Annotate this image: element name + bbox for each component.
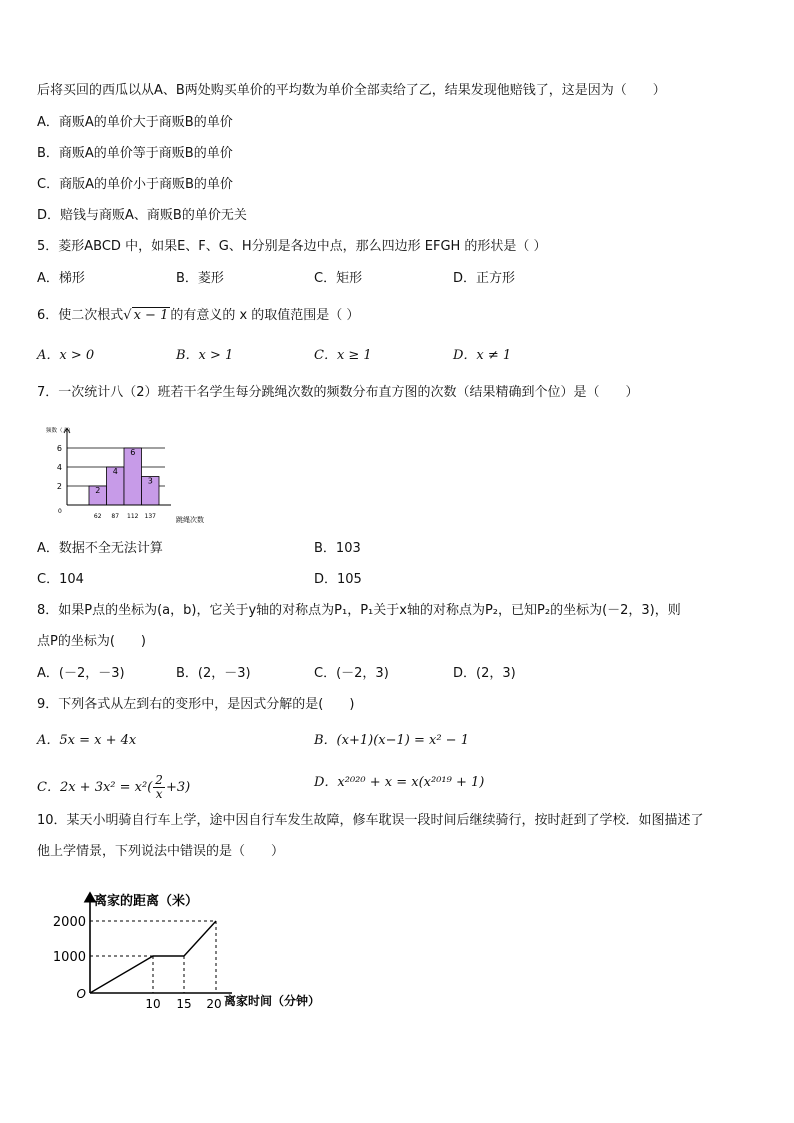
q9-option-d: D．x²⁰²⁰ + x = x(x²⁰¹⁹ + 1) [314, 775, 485, 790]
ytick-label: 2 [56, 482, 62, 491]
graph-ytick-1000: 1000 [52, 950, 86, 965]
q9-option-c [37, 774, 190, 801]
graph-xtick-20: 20 [206, 997, 222, 1011]
q8-option-d: D．(2，3) [453, 666, 516, 681]
q7-option-a: A．数据不全无法计算 [37, 541, 163, 556]
q9-c-fraction [153, 774, 165, 801]
q8-stem-line1: 8．如果P点的坐标为(a，b)，它关于y轴的对称点为P₁，P₁关于x轴的对称点为P₂，已知P₂的坐标为(－2，3)，则 [37, 603, 681, 618]
q6-option-c: C．x ≥ 1 [314, 348, 372, 363]
q9-option-b: B．(x+1)(x−1) = x² − 1 [314, 733, 469, 748]
bar-data-label: 3 [147, 476, 153, 486]
q9-stem: 9．下列各式从左到右的变形中，是因式分解的是( ) [37, 697, 355, 712]
xtick-label: 137 [144, 513, 156, 520]
origin-label: 0 [58, 508, 62, 515]
q8-option-b: B．(2，－3) [176, 666, 251, 681]
ytick-label: 6 [56, 444, 62, 453]
q6-option-d: D．x ≠ 1 [453, 348, 512, 363]
graph-ytick-2000: 2000 [52, 915, 86, 930]
histogram-x-label: 跳绳次数 [176, 516, 204, 524]
q9-c-post: +3) [165, 779, 191, 795]
graph-xtick-10: 10 [145, 997, 161, 1011]
histogram-y-label: 频数（人） [46, 428, 74, 434]
q9-option-a: A．5x = x + 4x [37, 733, 137, 748]
q5-option-d: D．正方形 [453, 271, 516, 286]
q5-option-b: B．菱形 [176, 271, 224, 286]
q9-c-numerator: 2 [155, 773, 163, 787]
q9-c-denominator: x [155, 787, 163, 801]
graph-xtick-15: 15 [176, 997, 192, 1011]
q8-option-a: A．(－2，－3) [37, 666, 125, 681]
q5-option-a: A．梯形 [37, 271, 85, 286]
xtick-label: 112 [127, 513, 139, 520]
q5-stem: 5．菱形ABCD 中，如果E、F、G、H分别是各边中点，那么四边形 EFGH 的形状是（ ） [37, 239, 547, 254]
q4-option-b: B．商贩A的单价等于商贩B的单价 [37, 146, 233, 161]
q9-c-pre: C．2x + 3x² = x²( [37, 779, 153, 795]
xtick-label: 62 [93, 513, 102, 520]
histogram-chart [40, 420, 230, 530]
xtick-label: 87 [111, 513, 120, 520]
q6-stem-post: 的有意义的 x 的取值范围是（ ） [170, 308, 360, 323]
bar-data-label: 4 [112, 467, 118, 476]
q6-stem-pre: 6．使二次根式 [37, 308, 124, 323]
q6-stem [37, 307, 359, 325]
q10-stem-line1: 10．某天小明骑自行车上学，途中因自行车发生故障，修车耽误一段时间后继续骑行，按时赶到了学校．如图描述了 [37, 813, 704, 828]
q6-option-b: B．x > 1 [176, 348, 234, 363]
q4-option-d: D．赔钱与商贩A、商贩B的单价无关 [37, 208, 247, 223]
q4-option-c: C．商版A的单价小于商贩B的单价 [37, 177, 233, 192]
q6-option-a: A．x > 0 [37, 348, 95, 363]
q7-stem: 7．一次统计八（2）班若干名学生每分跳绳次数的频数分布直方图的次数（结果精确到个位）是（ ） [37, 385, 639, 400]
q7-option-b: B．103 [314, 541, 361, 556]
distance-time-graph [52, 885, 342, 1015]
q8-option-c: C．(－2，3) [314, 666, 389, 681]
bar-data-label: 6 [130, 448, 136, 457]
q8-stem-line2: 点P的坐标为( ) [37, 634, 146, 649]
radical-sign: √ [123, 308, 132, 323]
q10-stem-line2: 他上学情景，下列说法中错误的是（ ） [37, 844, 285, 859]
bar-data-label: 2 [95, 486, 101, 495]
graph-x-label: 离家时间（分钟） [224, 994, 321, 1008]
graph-origin-label: O [76, 987, 86, 1001]
q7-option-d: D．105 [314, 572, 362, 587]
q7-option-c: C．104 [37, 572, 84, 587]
q4-option-a: A．商贩A的单价大于商贩B的单价 [37, 115, 233, 130]
ytick-label: 4 [56, 463, 62, 472]
graph-y-label: 离家的距离（米） [94, 894, 199, 909]
q6-radicand: x − 1 [133, 308, 169, 323]
q5-option-c: C．矩形 [314, 271, 363, 286]
q4-stem: 后将买回的西瓜以从A、B两处购买单价的平均数为单价全部卖给了乙，结果发现他赔钱了，这是因为（ ） [37, 83, 666, 98]
